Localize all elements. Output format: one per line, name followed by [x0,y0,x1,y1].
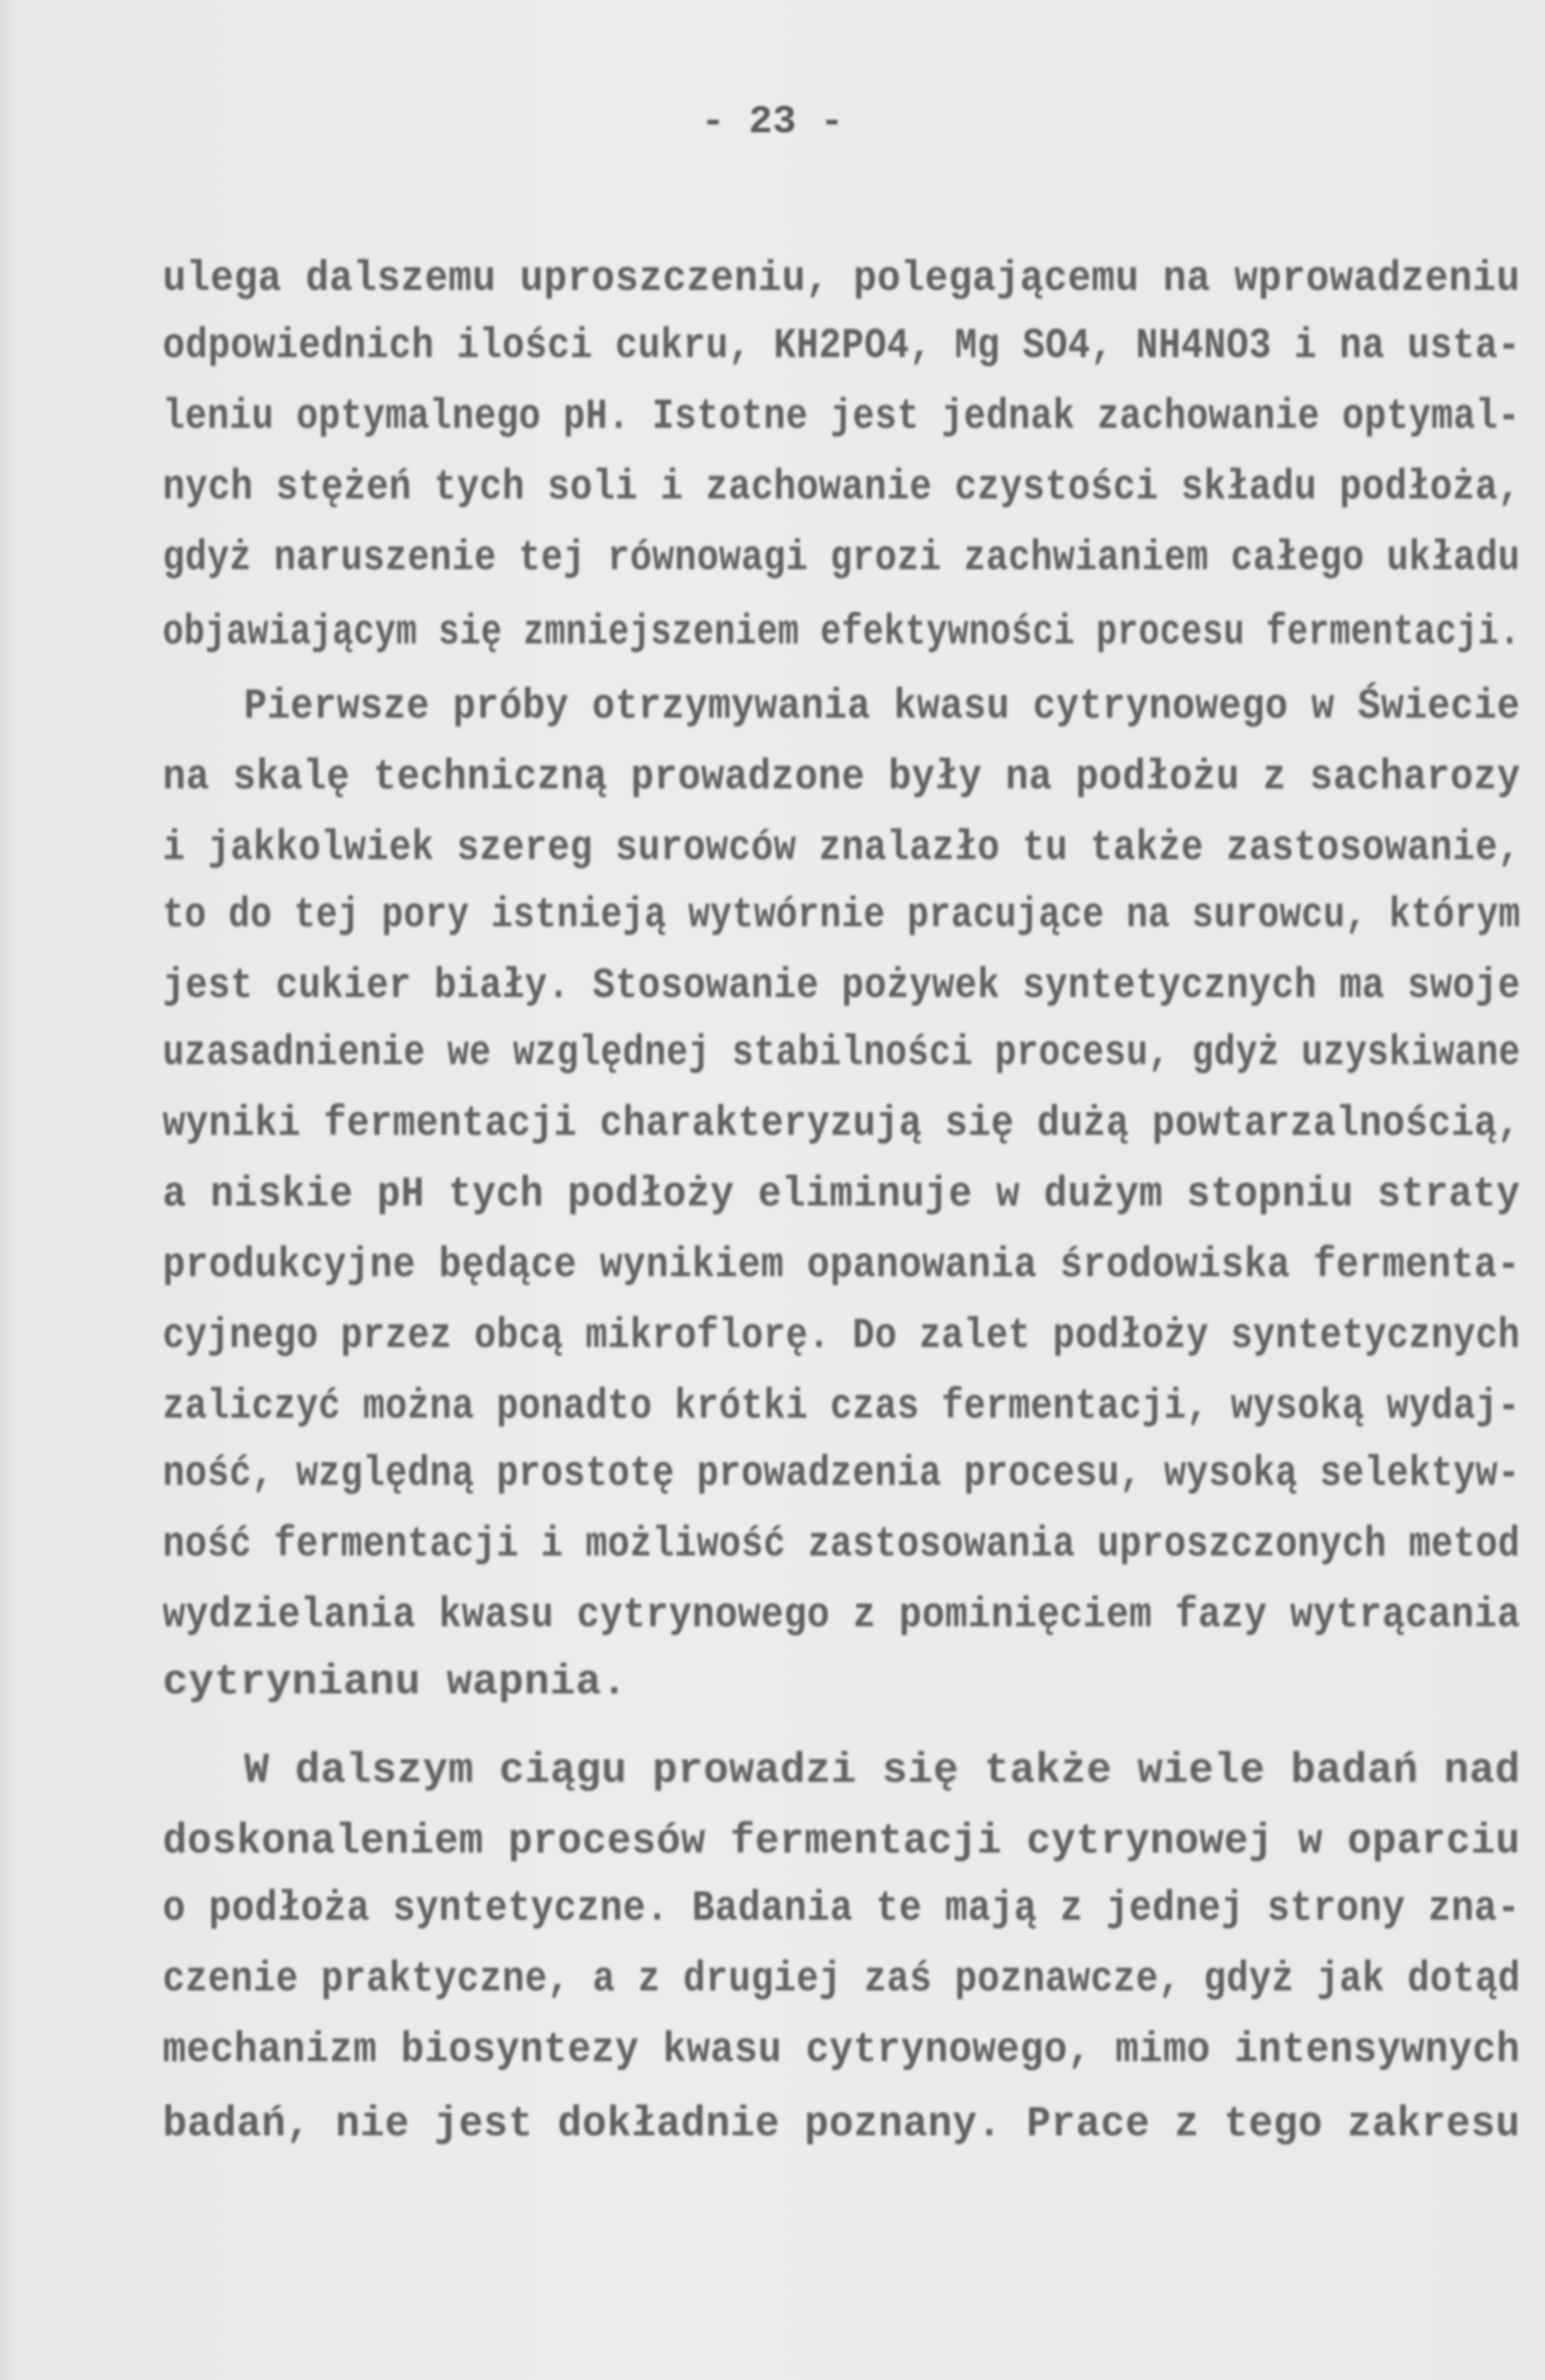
text-line: mechanizm biosyntezy kwasu cytrynowego, mimo intensywnych [163,2026,1520,2075]
text-line: cytrynianu wapnia. [163,1659,628,1707]
text-line: cyjnego przez obcą mikroflorę. Do zalet podłoży syntetycznych [163,1312,1520,1360]
text-line: gdyż naruszenie tej równowagi grozi zachwianiem całego układu [163,535,1520,583]
page-number: - 23 - [701,99,844,144]
text-line: o podłoża syntetyczne. Badania te mają z jednej strony zna- [163,1885,1520,1933]
text-line: nych stężeń tych soli i zachowanie czystości składu podłoża, [163,464,1521,512]
text-line: ulega dalszemu uproszczeniu, polegającemu na wprowadzeniu [163,255,1520,303]
text-line: produkcyjne będące wynikiem opanowania środowiska fermenta- [163,1242,1520,1290]
text-line: i jakkolwiek szereg surowców znalazło tu także zastosowanie, [163,824,1521,873]
text-line: ność fermentacji i możliwość zastosowania uproszczonych metod [163,1521,1520,1569]
text-line: czenie praktyczne, a z drugiej zaś poznawcze, gdyż jak dotąd [163,1956,1521,2004]
text-line: odpowiednich ilości cukru, KH2PO4, Mg SO4, NH4NO3 i na usta- [163,322,1521,371]
text-line: a niskie pH tych podłoży eliminuje w dużym stopniu straty [163,1171,1520,1219]
text-line: ność, względną prostotę prowadzenia procesu, wysoką selektyw- [163,1450,1520,1498]
text-line: doskonaleniem procesów fermentacji cytrynowej w oparciu [163,1818,1520,1866]
text-line: badań, nie jest dokładnie poznany. Prace z tego zakresu [163,2101,1520,2149]
text-line: to do tej pory istnieją wytwórnie pracujące na surowcu, którym [163,892,1521,940]
text-line: W dalszym ciągu prowadzi się także wiele badań nad [244,1747,1521,1795]
text-line: na skalę techniczną prowadzone były na podłożu z sacharozy [163,754,1521,802]
text-line: zaliczyć można ponadto krótki czas fermentacji, wysoką wydaj- [163,1383,1520,1431]
text-line: wydzielania kwasu cytrynowego z pominięciem fazy wytrącania [163,1592,1520,1640]
text-line: Pierwsze próby otrzymywania kwasu cytrynowego w Świecie [244,683,1520,731]
text-line: objawiającym się zmniejszeniem efektywności procesu fermentacji. [163,609,1521,657]
text-line: jest cukier biały. Stosowanie pożywek syntetycznych ma swoje [163,962,1521,1010]
text-line: uzasadnienie we względnej stabilności procesu, gdyż uzyskiwane [163,1029,1521,1078]
text-line: wyniki fermentacji charakteryzują się dużą powtarzalnością, [163,1100,1520,1148]
text-line: leniu optymalnego pH. Istotne jest jednak zachowanie optymal- [163,393,1520,441]
